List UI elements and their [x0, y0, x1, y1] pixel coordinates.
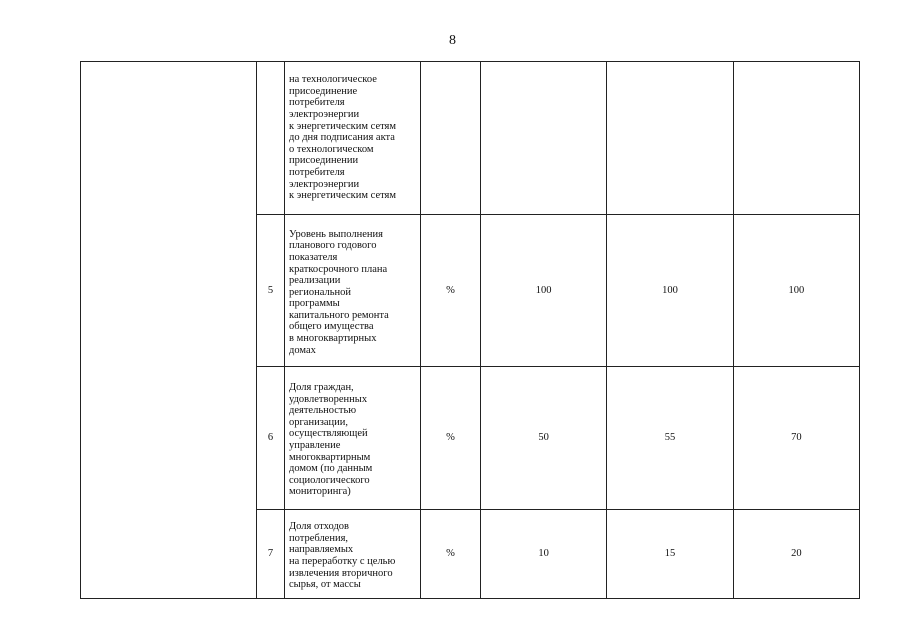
- indicator-name-cell: [285, 510, 421, 599]
- indicator-name-cell: [285, 367, 421, 510]
- value-cell-1: [481, 62, 607, 215]
- value-cell-3: [733, 62, 859, 215]
- indicator-name: Доля отходов потребления, направляемых на переработку с целью извлечения вторичного сырья, от массы: [289, 521, 396, 591]
- unit-cell: [421, 62, 481, 215]
- page-number: 8: [449, 33, 456, 48]
- indicator-name: Уровень выполнения планового годового показателя краткосрочного плана реализации региональной программы капитального ремонта общего имущества в многоквартирных домах: [289, 228, 389, 356]
- value-cell-3: 100: [733, 215, 859, 367]
- program-cell: [81, 62, 257, 599]
- value-cell-3: 70: [733, 367, 859, 510]
- value-cell-2: 55: [607, 367, 733, 510]
- value-cell-1: 100: [481, 215, 607, 367]
- value-cell-2: 15: [607, 510, 733, 599]
- value-cell-1: 50: [481, 367, 607, 510]
- row-number-cell: 5: [257, 215, 285, 367]
- indicator-name-cell: [285, 62, 421, 215]
- value-cell-3: 20: [733, 510, 859, 599]
- indicators-table: [80, 61, 860, 599]
- row-number-cell: 6: [257, 367, 285, 510]
- value-cell-2: 100: [607, 215, 733, 367]
- value-cell-2: [607, 62, 733, 215]
- table-row: [81, 62, 860, 215]
- unit-cell: %: [421, 215, 481, 367]
- value-cell-1: 10: [481, 510, 607, 599]
- unit-cell: %: [421, 510, 481, 599]
- indicator-name-cell: [285, 215, 421, 367]
- indicator-name: Доля граждан, удовлетворенных деятельностью организации, осуществляющей управление многоквартирным домом (по данным социологического мониторинга): [289, 382, 373, 498]
- row-number-cell: [257, 62, 285, 215]
- unit-cell: %: [421, 367, 481, 510]
- indicator-name: на технологическое присоединение потребителя электроэнергии к энергетическим сетям до дня подписания акта о технологическом присоединении потребителя электроэнергии к энергетическим сетям: [289, 74, 397, 202]
- row-number-cell: 7: [257, 510, 285, 599]
